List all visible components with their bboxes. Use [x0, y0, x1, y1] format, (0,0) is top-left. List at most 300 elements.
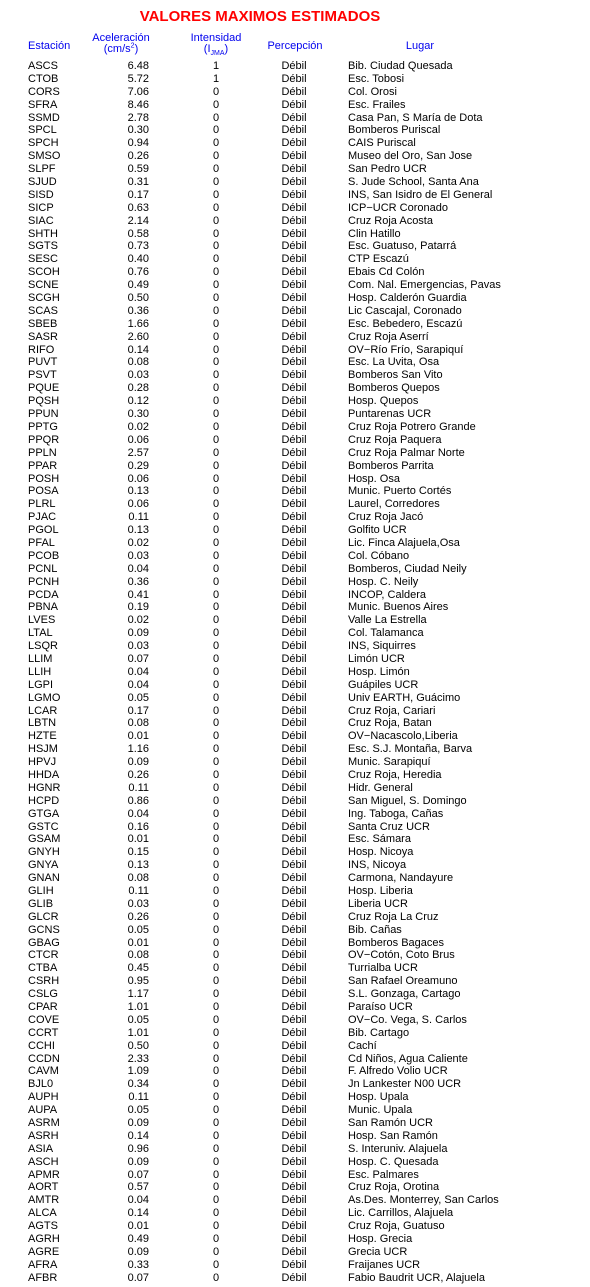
station-code: SESC — [28, 253, 58, 266]
place-name: Esc. Guatuso, Patarrá — [348, 240, 457, 253]
table-row — [0, 898, 590, 911]
perception-value: Débil — [281, 678, 307, 691]
intensity-value: 0 — [212, 536, 220, 549]
station-code: COVE — [28, 1013, 60, 1026]
intensity-value: 0 — [212, 446, 220, 459]
place-name: Hosp. Limón — [348, 665, 410, 678]
station-code: CCRT — [28, 1026, 59, 1039]
perception-value: Débil — [281, 1220, 307, 1233]
station-code: HHDA — [28, 768, 60, 781]
perception-value: Débil — [281, 1013, 307, 1026]
acceleration-value: 0.15 — [127, 846, 149, 859]
acceleration-value: 1.16 — [127, 743, 149, 756]
place-name: Munic. Sarapiquí — [348, 756, 431, 769]
place-name: Bomberos Quepos — [348, 382, 440, 395]
place-name: Turrialba UCR — [348, 962, 418, 975]
intensity-value: 0 — [212, 266, 220, 279]
place-name: Hosp. Liberia — [348, 885, 413, 897]
acceleration-value: 0.40 — [127, 253, 149, 266]
place-name: Munic. Upala — [348, 1104, 413, 1117]
acceleration-value: 1.01 — [127, 1001, 149, 1014]
acceleration-value: 0.11 — [128, 885, 149, 897]
intensity-value: 0 — [212, 511, 220, 524]
table-row — [0, 821, 590, 834]
acceleration-value: 0.28 — [127, 382, 149, 395]
acceleration-value: 0.06 — [127, 433, 149, 446]
acceleration-value: 2.33 — [127, 1052, 149, 1065]
table-row — [0, 1130, 590, 1143]
intensity-value: 0 — [212, 188, 220, 201]
table-row — [0, 576, 590, 589]
perception-value: Débil — [281, 730, 307, 743]
perception-value: Débil — [281, 614, 307, 627]
perception-value: Débil — [281, 859, 307, 872]
acceleration-value: 2.78 — [127, 111, 149, 124]
station-code: PUVT — [28, 356, 58, 369]
acceleration-value: 0.11 — [128, 781, 149, 794]
table-row — [0, 924, 590, 937]
intensity-value: 0 — [212, 459, 220, 472]
station-code: PQUE — [28, 382, 60, 395]
station-code: ALCA — [28, 1207, 57, 1220]
table-row — [0, 1143, 590, 1156]
perception-value: Débil — [281, 1104, 307, 1117]
station-code: CSLG — [28, 988, 58, 1001]
perception-value: Débil — [281, 382, 307, 395]
intensity-value: 0 — [212, 240, 220, 253]
table-row — [0, 782, 590, 795]
intensity-value: 0 — [212, 1013, 220, 1026]
perception-value: Débil — [281, 1194, 307, 1207]
table-row — [0, 962, 590, 975]
acceleration-value: 0.09 — [127, 1155, 149, 1168]
intensity-value: 0 — [212, 85, 220, 98]
table-row — [0, 176, 590, 189]
acceleration-value: 0.04 — [127, 807, 149, 820]
perception-value: Débil — [281, 807, 307, 820]
acceleration-value: 0.02 — [127, 536, 149, 549]
station-code: PPLN — [28, 446, 57, 459]
station-code: CTBA — [28, 962, 58, 975]
station-code: SCOH — [28, 266, 60, 279]
place-name: Hosp. Grecia — [348, 1233, 413, 1246]
station-code: SHTH — [28, 227, 58, 240]
acceleration-value: 0.49 — [127, 1233, 149, 1246]
intensity-value: 1 — [212, 60, 220, 72]
intensity-value: 0 — [212, 1026, 220, 1039]
acceleration-value: 0.95 — [127, 975, 149, 988]
perception-value: Débil — [281, 433, 307, 446]
table-row — [0, 1014, 590, 1027]
place-name: Hosp. Nicoya — [348, 846, 414, 859]
place-name: S. Jude School, Santa Ana — [348, 176, 479, 189]
table-row — [0, 717, 590, 730]
intensity-value: 0 — [212, 1245, 220, 1258]
acceleration-value: 0.19 — [127, 601, 149, 614]
table-row — [0, 756, 590, 769]
station-code: RIFO — [28, 343, 55, 356]
station-code: GNAN — [28, 872, 60, 885]
place-name: Cachí — [348, 1039, 377, 1052]
perception-value: Débil — [281, 60, 307, 72]
intensity-value: 0 — [212, 768, 220, 781]
station-code: LGPI — [28, 678, 54, 691]
station-code: SMSO — [28, 150, 61, 163]
perception-value: Débil — [281, 214, 307, 227]
acceleration-value: 1.17 — [127, 988, 149, 1001]
table-row — [0, 408, 590, 421]
acceleration-value: 0.33 — [127, 1258, 149, 1271]
intensity-value: 0 — [212, 1207, 220, 1220]
station-code: LLIM — [28, 652, 53, 665]
intensity-value: 0 — [212, 176, 220, 189]
intensity-value: 0 — [212, 962, 220, 975]
table-row — [0, 124, 590, 137]
acceleration-value: 0.36 — [127, 304, 149, 317]
table-row — [0, 1001, 590, 1014]
station-code: GCNS — [28, 923, 60, 936]
perception-value: Débil — [281, 408, 307, 421]
intensity-value: 0 — [212, 382, 220, 395]
acceleration-value: 0.57 — [127, 1181, 149, 1194]
place-name: Museo del Oro, San Jose — [348, 150, 473, 163]
intensity-value: 0 — [212, 124, 220, 137]
intensity-value: 0 — [212, 1233, 220, 1246]
perception-value: Débil — [281, 588, 307, 601]
place-name: Esc. Bebedero, Escazú — [348, 317, 463, 330]
report-title: VALORES MAXIMOS ESTIMADOS — [139, 8, 381, 25]
place-name: Fabio Baudrit UCR, Alajuela — [348, 1271, 485, 1284]
table-row — [0, 1156, 590, 1169]
perception-value: Débil — [281, 111, 307, 124]
intensity-value: 0 — [212, 910, 220, 923]
station-code: AMTR — [28, 1194, 60, 1207]
station-code: SCAS — [28, 304, 58, 317]
table-row — [0, 331, 590, 344]
place-name: Ebais Cd Colón — [348, 266, 425, 279]
station-code: SPCL — [28, 124, 57, 137]
intensity-value: 0 — [212, 601, 220, 614]
acceleration-value: 0.08 — [127, 356, 149, 369]
intensity-value: 0 — [212, 859, 220, 872]
perception-value: Débil — [281, 395, 307, 408]
place-name: Cruz Roja, Heredia — [348, 768, 442, 781]
table-row — [0, 86, 590, 99]
perception-value: Débil — [281, 1245, 307, 1258]
table-row — [0, 1078, 590, 1091]
header-intensity — [180, 32, 252, 58]
place-name: Bomberos San Vito — [348, 369, 443, 382]
perception-value: Débil — [281, 317, 307, 330]
intensity-value: 0 — [212, 1181, 220, 1194]
station-code: GSTC — [28, 820, 59, 833]
intensity-value: 0 — [212, 1220, 220, 1233]
station-code: POSH — [28, 472, 60, 485]
table-row — [0, 743, 590, 756]
perception-value: Débil — [281, 446, 307, 459]
table-row — [0, 601, 590, 614]
perception-value: Débil — [281, 988, 307, 1001]
place-name: Valle La Estrella — [348, 614, 427, 627]
perception-value: Débil — [281, 330, 307, 343]
place-name: Cd Niños, Agua Caliente — [348, 1052, 468, 1065]
intensity-value: 0 — [212, 163, 220, 176]
intensity-value: 0 — [212, 704, 220, 717]
perception-value: Débil — [281, 923, 307, 936]
intensity-value: 0 — [212, 1039, 220, 1052]
place-name: OV−Nacascolo,Liberia — [348, 730, 458, 743]
place-name: Col. Orosi — [348, 85, 397, 98]
acceleration-value: 0.11 — [128, 1091, 149, 1104]
intensity-value: 0 — [212, 665, 220, 678]
intensity-value: 0 — [212, 1129, 220, 1142]
place-name: S. Interuniv. Alajuela — [348, 1142, 448, 1155]
place-name: Lic Cascajal, Coronado — [348, 304, 462, 317]
table-row — [0, 846, 590, 859]
table-row — [0, 1246, 590, 1259]
station-code: HPVJ — [28, 756, 57, 769]
station-code: CTCR — [28, 949, 59, 962]
place-name: Cruz Roja, Batan — [348, 717, 432, 730]
acceleration-value: 0.06 — [127, 472, 149, 485]
intensity-value: 0 — [212, 807, 220, 820]
acceleration-value: 0.96 — [127, 1142, 149, 1155]
perception-value: Débil — [281, 833, 307, 846]
intensity-value: 0 — [212, 304, 220, 317]
table-row — [0, 872, 590, 885]
acceleration-value: 0.05 — [127, 923, 149, 936]
acceleration-value: 2.57 — [127, 446, 149, 459]
table-row — [0, 473, 590, 486]
intensity-value: 0 — [212, 1104, 220, 1117]
place-name: INS, Siquirres — [348, 640, 416, 653]
intensity-value: 0 — [212, 1168, 220, 1181]
table-row — [0, 1065, 590, 1078]
place-name: Ing. Taboga, Cañas — [348, 807, 444, 820]
acceleration-value: 0.02 — [127, 614, 149, 627]
place-name: Cruz Roja Palmar Norte — [348, 446, 465, 459]
place-name: Golfito UCR — [348, 524, 407, 537]
station-code: SGTS — [28, 240, 58, 253]
station-code: CORS — [28, 85, 60, 98]
perception-value: Débil — [281, 343, 307, 356]
table-row — [0, 653, 590, 666]
perception-value: Débil — [281, 1271, 307, 1284]
acceleration-value: 1.09 — [127, 1065, 149, 1078]
table-row — [0, 395, 590, 408]
perception-value: Débil — [281, 176, 307, 189]
place-name: Clin Hatillo — [348, 227, 401, 240]
table-row — [0, 1181, 590, 1194]
acceleration-value: 0.31 — [127, 176, 149, 189]
perception-value: Débil — [281, 1168, 307, 1181]
acceleration-value: 0.02 — [127, 420, 149, 433]
acceleration-value: 0.04 — [127, 678, 149, 691]
acceleration-value: 0.34 — [127, 1078, 149, 1091]
acceleration-value: 0.30 — [127, 124, 149, 137]
station-code: AGRE — [28, 1245, 60, 1258]
place-name: Santa Cruz UCR — [348, 820, 430, 833]
intensity-value: 0 — [212, 949, 220, 962]
station-code: HZTE — [28, 730, 57, 743]
perception-value: Débil — [281, 485, 307, 498]
station-code: AFRA — [28, 1258, 58, 1271]
table-row — [0, 859, 590, 872]
acceleration-value: 0.03 — [127, 369, 149, 382]
station-code: CAVM — [28, 1065, 59, 1078]
table-row — [0, 666, 590, 679]
acceleration-value: 8.46 — [127, 98, 149, 111]
station-code: PPTG — [28, 420, 58, 433]
acceleration-value: 0.12 — [127, 395, 149, 408]
acceleration-value: 0.50 — [127, 292, 149, 305]
table-row — [0, 202, 590, 215]
acceleration-value: 0.45 — [127, 962, 149, 975]
place-name: Bomberos, Ciudad Neily — [348, 562, 467, 575]
place-name: Bib. Ciudad Quesada — [348, 60, 453, 72]
table-row — [0, 369, 590, 382]
acceleration-value: 7.06 — [127, 85, 149, 98]
perception-value: Débil — [281, 511, 307, 524]
table-row — [0, 524, 590, 537]
perception-value: Débil — [281, 1181, 307, 1194]
table-row — [0, 137, 590, 150]
acceleration-value: 0.17 — [127, 704, 149, 717]
perception-value: Débil — [281, 897, 307, 910]
table-row — [0, 292, 590, 305]
intensity-value: 0 — [212, 923, 220, 936]
station-code: CSRH — [28, 975, 60, 988]
station-code: GSAM — [28, 833, 61, 846]
acceleration-value: 0.01 — [127, 1220, 149, 1233]
intensity-value: 0 — [212, 98, 220, 111]
perception-value: Débil — [281, 124, 307, 137]
perception-value: Débil — [281, 1091, 307, 1104]
acceleration-value: 0.13 — [127, 485, 149, 498]
place-name: OV−Río Frío, Sarapiquí — [348, 343, 464, 356]
table-row — [0, 1117, 590, 1130]
place-name: San Ramón UCR — [348, 1117, 433, 1130]
station-code: ASCS — [28, 60, 58, 72]
station-code: SCGH — [28, 292, 60, 305]
place-name: San Miguel, S. Domingo — [348, 794, 467, 807]
station-code: SASR — [28, 330, 58, 343]
perception-value: Débil — [281, 1117, 307, 1130]
table-row — [0, 937, 590, 950]
table-row — [0, 150, 590, 163]
station-code: GNYA — [28, 859, 59, 872]
intensity-value: 0 — [212, 408, 220, 421]
station-code: GLCR — [28, 910, 59, 923]
intensity-value: 0 — [212, 1001, 220, 1014]
station-code: AUPA — [28, 1104, 58, 1117]
acceleration-value: 0.03 — [127, 897, 149, 910]
table-row — [0, 1194, 590, 1207]
place-name: Liberia UCR — [348, 897, 408, 910]
station-code: CTOB — [28, 72, 59, 85]
intensity-value: 0 — [212, 936, 220, 949]
table-row — [0, 460, 590, 473]
intensity-value: 0 — [212, 433, 220, 446]
intensity-value: 0 — [212, 1091, 220, 1104]
perception-value: Débil — [281, 794, 307, 807]
station-code: PQSH — [28, 395, 60, 408]
intensity-value: 0 — [212, 150, 220, 163]
acceleration-value: 0.09 — [127, 1245, 149, 1258]
perception-value: Débil — [281, 665, 307, 678]
perception-value: Débil — [281, 1155, 307, 1168]
table-row — [0, 988, 590, 1001]
intensity-value: 0 — [212, 279, 220, 292]
perception-value: Débil — [281, 420, 307, 433]
intensity-value: 0 — [212, 201, 220, 214]
perception-value: Débil — [281, 743, 307, 756]
intensity-value: 0 — [212, 1194, 220, 1207]
acceleration-value: 5.72 — [127, 72, 149, 85]
station-code: GTGA — [28, 807, 60, 820]
place-name: Bib. Cañas — [348, 923, 402, 936]
perception-value: Débil — [281, 72, 307, 85]
perception-value: Débil — [281, 279, 307, 292]
table-row — [0, 73, 590, 86]
acceleration-value: 0.07 — [127, 1271, 149, 1284]
place-name: F. Alfredo Volio UCR — [348, 1065, 448, 1078]
place-name: Fraijanes UCR — [348, 1258, 421, 1271]
station-code: CPAR — [28, 1001, 58, 1014]
intensity-value: 0 — [212, 1052, 220, 1065]
place-name: Hosp. Calderón Guardia — [348, 292, 467, 305]
table-row — [0, 1259, 590, 1272]
perception-value: Débil — [281, 962, 307, 975]
acceleration-value: 0.16 — [127, 820, 149, 833]
header-acceleration-label: Aceleración — [92, 32, 150, 44]
table-row — [0, 253, 590, 266]
intensity-value: 0 — [212, 975, 220, 988]
acceleration-value: 0.26 — [127, 150, 149, 163]
perception-value: Débil — [281, 652, 307, 665]
acceleration-value: 0.01 — [127, 730, 149, 743]
table-row — [0, 769, 590, 782]
place-name: San Rafael Oreamuno — [348, 975, 458, 988]
station-code: PPQR — [28, 433, 60, 446]
acceleration-value: 0.01 — [127, 936, 149, 949]
intensity-value: 0 — [212, 1258, 220, 1271]
place-name: Bomberos Parrita — [348, 459, 434, 472]
acceleration-value: 0.07 — [127, 1168, 149, 1181]
place-name: Jn Lankester N00 UCR — [348, 1078, 462, 1091]
table-row — [0, 60, 590, 73]
table-row — [0, 189, 590, 202]
station-code: ASIA — [28, 1142, 54, 1155]
acceleration-value: 0.59 — [127, 163, 149, 176]
station-code: LSQR — [28, 640, 58, 653]
station-code: PPAR — [28, 459, 58, 472]
place-name: Paraíso UCR — [348, 1001, 413, 1014]
station-code: LCAR — [28, 704, 58, 717]
intensity-value: 0 — [212, 794, 220, 807]
perception-value: Débil — [281, 910, 307, 923]
table-row — [0, 498, 590, 511]
perception-value: Débil — [281, 356, 307, 369]
table-row — [0, 318, 590, 331]
acceleration-value: 0.29 — [127, 459, 149, 472]
place-name: Limón UCR — [348, 652, 405, 665]
table-row — [0, 614, 590, 627]
acceleration-value: 0.08 — [127, 717, 149, 730]
station-code: SPCH — [28, 137, 59, 150]
acceleration-value: 0.76 — [127, 266, 149, 279]
intensity-value: 0 — [212, 549, 220, 562]
